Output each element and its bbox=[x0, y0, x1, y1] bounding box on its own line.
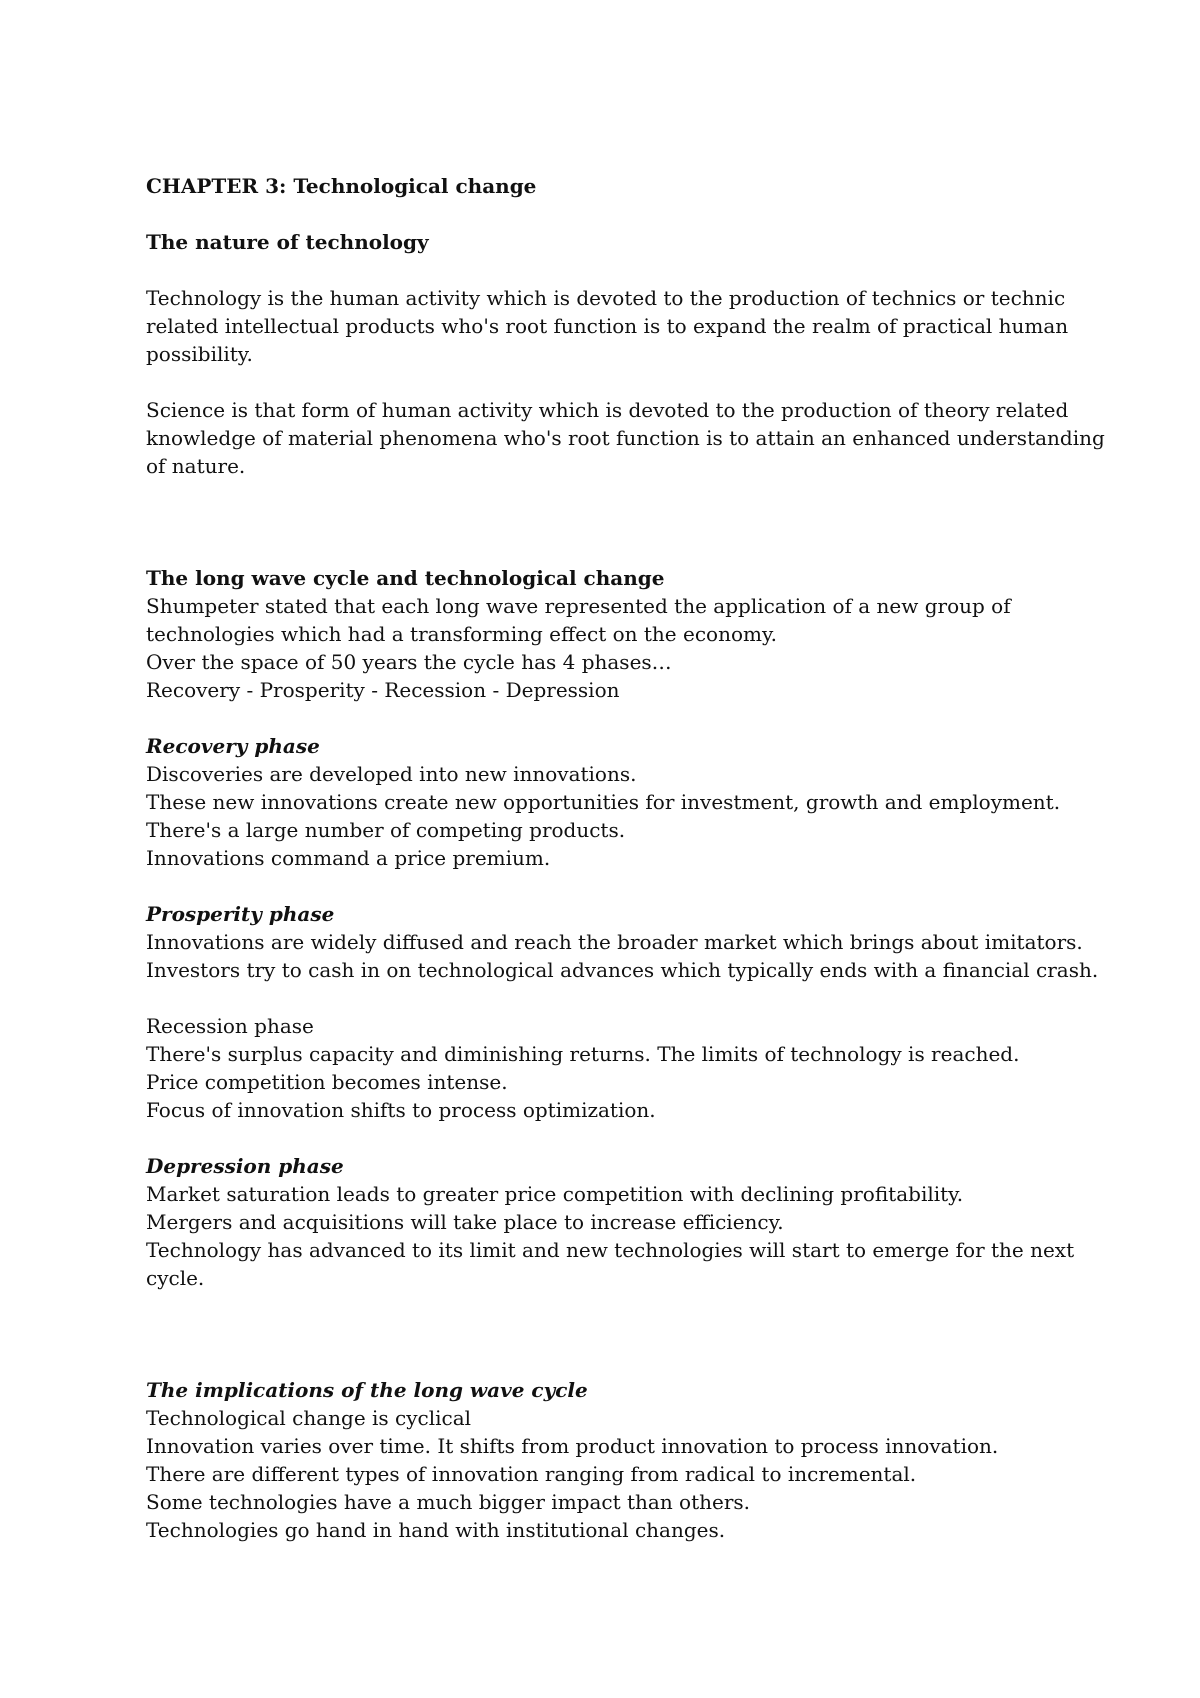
long-wave-body bbox=[146, 592, 1076, 704]
body-line: Over the space of 50 years the cycle has 4 phases… bbox=[146, 650, 672, 674]
body-line: Innovation varies over time. It shifts from product innovation to process innovation. bbox=[146, 1434, 999, 1458]
body-line: Mergers and acquisitions will take place to increase efficiency. bbox=[146, 1210, 784, 1234]
recovery-body bbox=[146, 760, 1076, 872]
body-line: Innovations are widely diffused and reach the broader market which brings about imitators. bbox=[146, 930, 1083, 954]
spacer bbox=[146, 480, 1076, 564]
body-line: technologies which had a transforming effect on the economy. bbox=[146, 622, 777, 646]
paragraph-science-definition bbox=[146, 396, 1105, 480]
spacer bbox=[146, 872, 1076, 900]
body-line: These new innovations create new opportunities for investment, growth and employment. bbox=[146, 790, 1061, 814]
body-line: Technologies go hand in hand with institutional changes. bbox=[146, 1518, 726, 1542]
paragraph-technology-definition bbox=[146, 284, 1076, 368]
spacer bbox=[146, 1124, 1076, 1152]
body-line: Innovations command a price premium. bbox=[146, 846, 551, 870]
prosperity-body bbox=[146, 928, 1099, 984]
paragraph-line: possibility. bbox=[146, 342, 253, 366]
implications-body bbox=[146, 1404, 1076, 1544]
body-line: Market saturation leads to greater price competition with declining profitability. bbox=[146, 1182, 964, 1206]
body-line: Technology has advanced to its limit and new technologies will start to emerge for the next bbox=[146, 1238, 1075, 1262]
body-line: There's a large number of competing products. bbox=[146, 818, 626, 842]
paragraph-line: Science is that form of human activity which is devoted to the production of theory related bbox=[146, 398, 1069, 422]
paragraph-line: related intellectual products who's root function is to expand the realm of practical human bbox=[146, 314, 1069, 338]
body-line: Technological change is cyclical bbox=[146, 1406, 472, 1430]
section-heading-nature: The nature of technology bbox=[146, 230, 429, 254]
body-line: Some technologies have a much bigger impact than others. bbox=[146, 1490, 751, 1514]
paragraph-line: knowledge of material phenomena who's root function is to attain an enhanced understanding bbox=[146, 426, 1105, 450]
paragraph-line: of nature. bbox=[146, 454, 246, 478]
body-line: Recovery - Prosperity - Recession - Depression bbox=[146, 678, 620, 702]
chapter-title: CHAPTER 3: Technological change bbox=[146, 174, 537, 198]
spacer bbox=[146, 200, 1076, 228]
body-line: Price competition becomes intense. bbox=[146, 1070, 508, 1094]
document-page bbox=[146, 172, 1105, 1544]
subheading-depression-phase: Depression phase bbox=[146, 1154, 344, 1178]
spacer bbox=[146, 256, 1076, 284]
recession-body bbox=[146, 1040, 1076, 1124]
paragraph-line: Technology is the human activity which is devoted to the production of technics or technic bbox=[146, 286, 1066, 310]
spacer bbox=[146, 984, 1076, 1012]
section-heading-long-wave: The long wave cycle and technological change bbox=[146, 566, 665, 590]
body-line: Investors try to cash in on technological advances which typically ends with a financial crash. bbox=[146, 958, 1099, 982]
body-line: Shumpeter stated that each long wave represented the application of a new group of bbox=[146, 594, 1011, 618]
subheading-prosperity-phase: Prosperity phase bbox=[146, 902, 335, 926]
body-line: Discoveries are developed into new innovations. bbox=[146, 762, 637, 786]
depression-body bbox=[146, 1180, 1076, 1292]
subheading-implications: The implications of the long wave cycle bbox=[146, 1378, 588, 1402]
body-line: There's surplus capacity and diminishing returns. The limits of technology is reached. bbox=[146, 1042, 1020, 1066]
body-line: cycle. bbox=[146, 1266, 205, 1290]
subheading-recession-phase: Recession phase bbox=[146, 1014, 314, 1038]
spacer bbox=[146, 1292, 1076, 1376]
body-line: Focus of innovation shifts to process optimization. bbox=[146, 1098, 656, 1122]
spacer bbox=[146, 704, 1076, 732]
spacer bbox=[146, 368, 1076, 396]
body-line: There are different types of innovation ranging from radical to incremental. bbox=[146, 1462, 917, 1486]
subheading-recovery-phase: Recovery phase bbox=[146, 734, 320, 758]
